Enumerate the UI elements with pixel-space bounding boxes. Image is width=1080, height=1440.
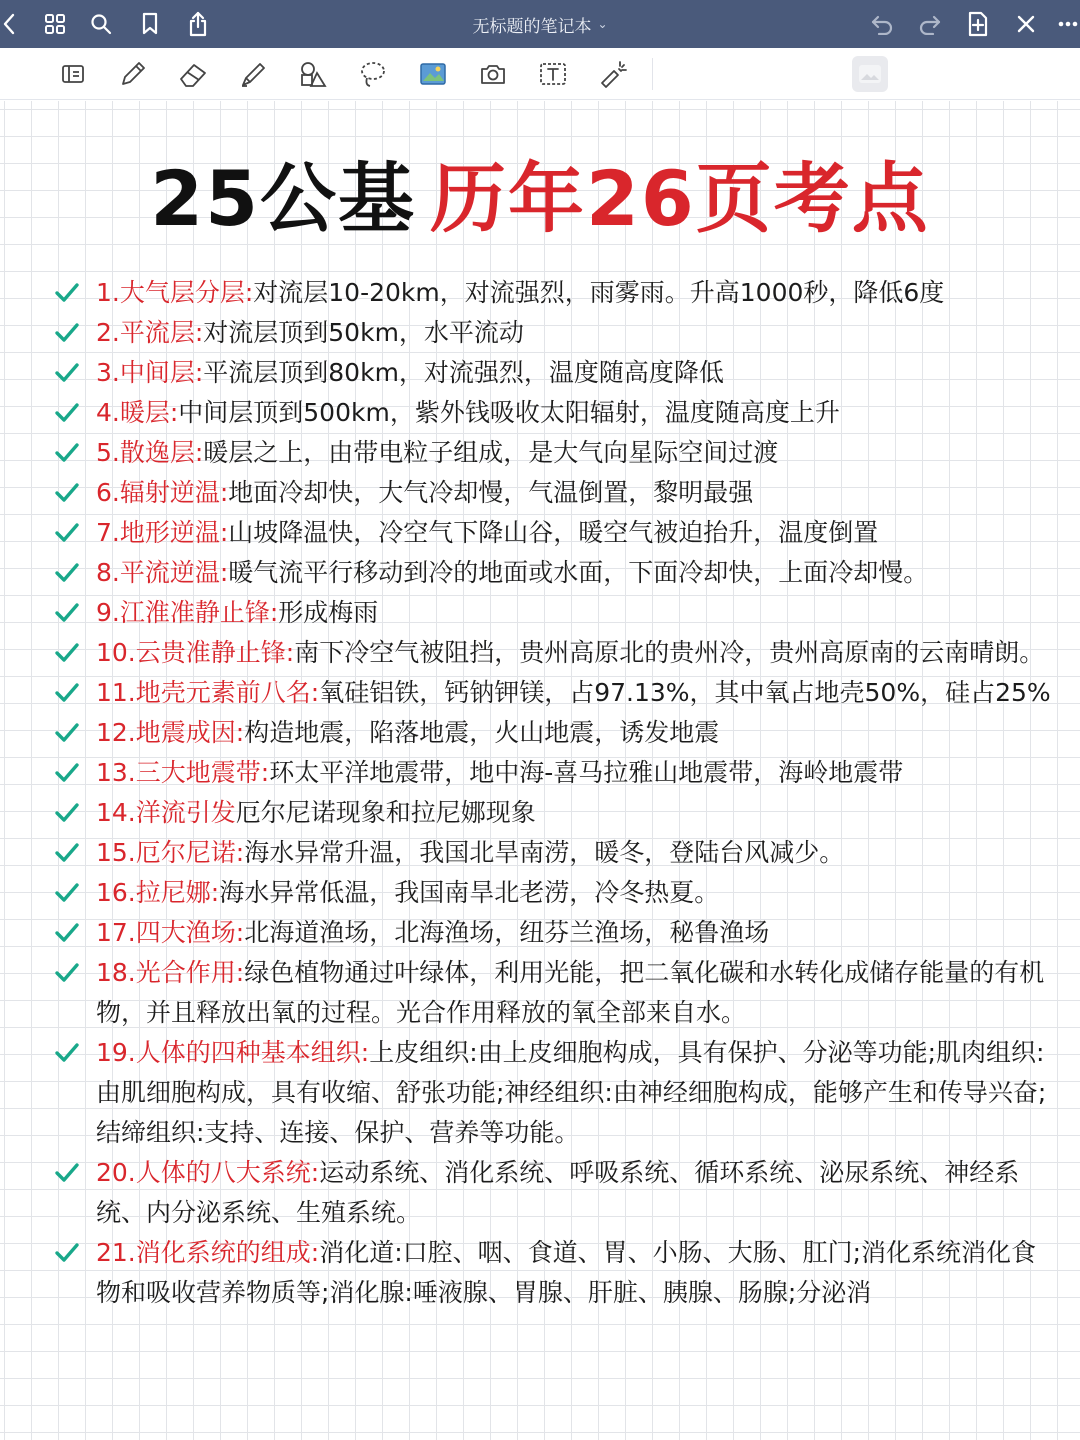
notes-list (54, 273, 1054, 1313)
note-text: 对流层顶到50km，水平流动 (203, 318, 524, 347)
heading-black-text: 25公基 (150, 154, 416, 243)
note-label: 1.大气层分层: (96, 278, 254, 307)
list-item (54, 393, 1054, 433)
note-text: 绿色植物通过叶绿体，利用光能，把二氧化碳和水转化成储存能量的有机物，并且释放出氧的过程。光合作用释放的氧全部来自水。 (96, 958, 1045, 1027)
note-label: 2.平流层: (96, 318, 204, 347)
list-item (54, 473, 1054, 513)
note-label: 17.四大渔场: (96, 918, 245, 947)
note-text: 环太平洋地震带，地中海-喜马拉雅山地震带，海岭地震带 (269, 758, 904, 787)
note-label: 11.地壳元素前八名: (96, 678, 320, 707)
note-text: 消化道:口腔、咽、食道、胃、小肠、大肠、肛门;消化系统消化食物和吸收营养物质等;消化腺:唾液腺、胃腺、肝脏、胰腺、肠腺;分泌消 (96, 1238, 1037, 1307)
note-text: 形成梅雨 (278, 598, 379, 627)
bookmark-icon[interactable] (136, 0, 164, 48)
more-icon[interactable] (1056, 0, 1080, 48)
list-item (54, 1033, 1054, 1153)
camera-icon[interactable] (474, 56, 512, 92)
note-text: 上皮组织:由上皮细胞构成，具有保护、分泌等功能;肌肉组织:由肌细胞构成，具有收缩、舒张功能;神经组织:由神经细胞构成，能够产生和传导兴奋;结缔组织:支持、连接、保护、营养等功能。 (96, 1038, 1047, 1147)
note-text: 中间层顶到500km，紫外钱吸收太阳辐射，温度随高度上升 (178, 398, 840, 427)
eraser-icon[interactable] (174, 56, 212, 92)
checkmark-icon (54, 882, 80, 904)
note-label: 9.江淮准静止锋: (96, 598, 279, 627)
chevron-left-icon[interactable] (0, 0, 18, 48)
list-item (54, 553, 1054, 593)
laser-pointer-icon[interactable] (594, 56, 632, 92)
checkmark-icon (54, 842, 80, 864)
shapes-icon[interactable] (294, 56, 332, 92)
checkmark-icon (54, 282, 80, 304)
list-item (54, 913, 1054, 953)
close-icon[interactable] (1012, 0, 1040, 48)
checkmark-icon (54, 1242, 80, 1264)
note-label: 3.中间层: (96, 358, 204, 387)
note-label: 19.人体的四种基本组织: (96, 1038, 370, 1067)
list-item (54, 873, 1054, 913)
list-item (54, 513, 1054, 553)
heading-red-text: 历年26页考点 (430, 154, 930, 243)
note-text: 海水异常升温，我国北旱南涝，暖冬，登陆台风减少。 (244, 838, 845, 867)
checkmark-icon (54, 922, 80, 944)
note-text: 海水异常低温，我国南旱北老涝，冷冬热夏。 (219, 878, 720, 907)
note-text: 北海道渔场，北海渔场，纽芬兰渔场，秘鲁渔场 (244, 918, 770, 947)
list-item (54, 713, 1054, 753)
list-item (54, 953, 1054, 1033)
list-item (54, 673, 1054, 713)
checkmark-icon (54, 762, 80, 784)
note-label: 12.地震成因: (96, 718, 245, 747)
note-label: 16.拉尼娜: (96, 878, 220, 907)
reader-icon[interactable] (54, 56, 92, 92)
checkmark-icon (54, 402, 80, 424)
note-label: 13.三大地震带: (96, 758, 270, 787)
checkmark-icon (54, 722, 80, 744)
drawing-toolbar (0, 48, 1080, 100)
note-label: 5.散逸层: (96, 438, 204, 467)
list-item (54, 753, 1054, 793)
note-text: 构造地震，陷落地震，火山地震，诱发地震 (244, 718, 720, 747)
list-item (54, 353, 1054, 393)
chevron-down-icon[interactable]: ⌄ (597, 17, 608, 31)
checkmark-icon (54, 362, 80, 384)
checkmark-icon (54, 442, 80, 464)
list-item (54, 433, 1054, 473)
page-heading (0, 138, 1080, 247)
highlighter-icon[interactable] (234, 56, 272, 92)
top-nav-bar (0, 0, 1080, 48)
checkmark-icon (54, 322, 80, 344)
redo-icon[interactable] (916, 0, 944, 48)
note-text: 氧硅铝铁，钙钠钾镁，占97.13%，其中氧占地壳50%，硅占25% (319, 678, 1051, 707)
note-label: 8.平流逆温: (96, 558, 229, 587)
checkmark-icon (54, 562, 80, 584)
list-item (54, 313, 1054, 353)
list-item (54, 793, 1054, 833)
toolbar-divider (652, 58, 653, 90)
note-text: 对流层10-20km，对流强烈，雨雾雨。升高1000秒，降低6度 (253, 278, 945, 307)
add-page-icon[interactable] (964, 0, 992, 48)
checkmark-icon (54, 682, 80, 704)
pen-icon[interactable] (114, 56, 152, 92)
checkmark-icon (54, 962, 80, 984)
note-label: 14.洋流引发 (96, 798, 236, 827)
note-label: 18.光合作用: (96, 958, 245, 987)
lasso-icon[interactable] (354, 56, 392, 92)
image-icon[interactable] (414, 56, 452, 92)
checkmark-icon (54, 522, 80, 544)
list-item (54, 593, 1054, 633)
note-text: 山坡降温快，冷空气下降山谷，暖空气被迫抬升，温度倒置 (228, 518, 879, 547)
checkmark-icon (54, 642, 80, 664)
list-item (54, 273, 1054, 313)
note-label: 10.云贵准静止锋: (96, 638, 295, 667)
list-item (54, 633, 1054, 673)
checkmark-icon (54, 1042, 80, 1064)
grid-icon[interactable] (40, 0, 70, 48)
text-icon[interactable] (534, 56, 572, 92)
list-item (54, 1233, 1054, 1313)
note-text: 地面冷却快，大气冷却慢，气温倒置，黎明最强 (228, 478, 754, 507)
list-item (54, 1153, 1054, 1233)
note-text: 暖气流平行移动到冷的地面或水面，下面冷却快，上面冷却慢。 (228, 558, 929, 587)
checkmark-icon (54, 482, 80, 504)
share-icon[interactable] (184, 0, 212, 48)
undo-icon[interactable] (868, 0, 896, 48)
note-text: 平流层顶到80km，对流强烈，温度随高度降低 (203, 358, 724, 387)
note-label: 6.辐射逆温: (96, 478, 229, 507)
checkmark-icon (54, 602, 80, 624)
note-label: 7.地形逆温: (96, 518, 229, 547)
note-label: 20.人体的八大系统: (96, 1158, 320, 1187)
checkmark-icon (54, 1162, 80, 1184)
checkmark-icon (54, 802, 80, 824)
note-text: 厄尔尼诺现象和拉尼娜现象 (235, 798, 536, 827)
search-icon[interactable] (86, 0, 116, 48)
list-item (54, 833, 1054, 873)
note-label: 15.厄尔尼诺: (96, 838, 245, 867)
note-text: 运动系统、消化系统、呼吸系统、循环系统、泌尿系统、神经系统、内分泌系统、生殖系统。 (96, 1158, 1020, 1227)
image-thumbnail-icon[interactable] (852, 56, 888, 92)
note-label: 21.消化系统的组成: (96, 1238, 320, 1267)
note-text: 暖层之上，由带电粒子组成，是大气向星际空间过渡 (203, 438, 779, 467)
notebook-title[interactable]: 无标题的笔记本 (472, 16, 592, 37)
note-label: 4.暖层: (96, 398, 179, 427)
note-text: 南下冷空气被阻挡，贵州高原北的贵州冷，贵州高原南的云南晴朗。 (294, 638, 1045, 667)
